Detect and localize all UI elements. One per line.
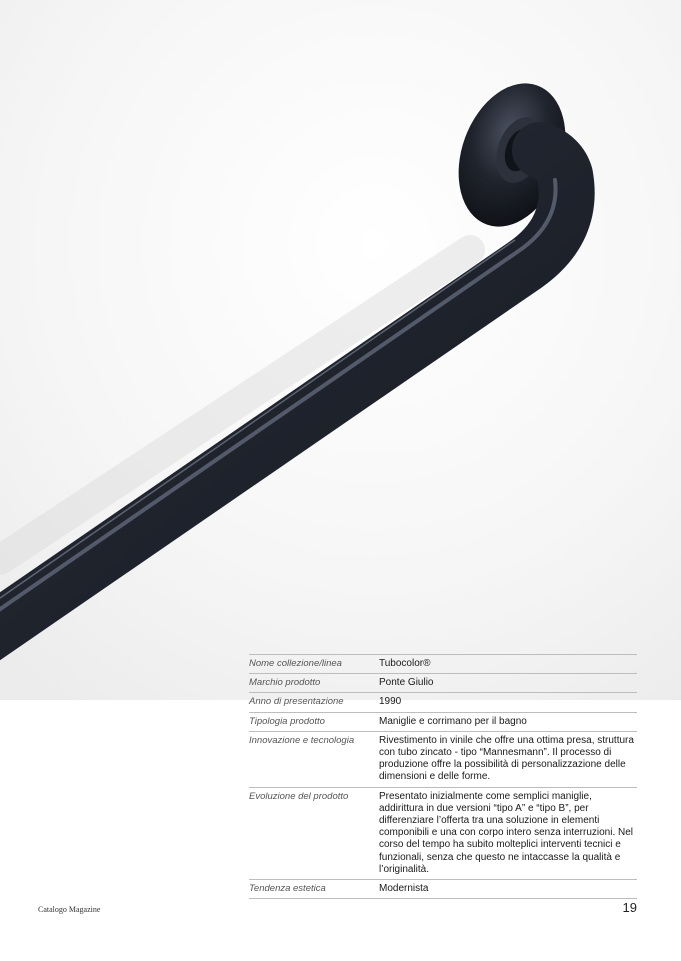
spec-row-collection — [249, 655, 637, 674]
spec-label: Innovazione e tecnologia — [249, 734, 355, 746]
spec-value: Ponte Giulio — [379, 677, 434, 689]
spec-row-evolution — [249, 788, 637, 880]
spec-label: Marchio prodotto — [249, 677, 321, 689]
spec-value: Presentato inizialmente come semplici maniglie, addirittura in due versioni “tipo A” e “tipo B”, per differenziare l’offerta tra una soluzione in elementi componibili e una con corpo intero senza interruzioni. Nel corso del tempo ha subito molteplici interventi tecnici e funzionali, senza che questo ne intaccasse la qualità e l’originalità. — [379, 790, 634, 875]
spec-row-brand — [249, 674, 637, 693]
spec-row-year — [249, 693, 637, 712]
spec-label: Tipologia prodotto — [249, 715, 325, 727]
spec-label: Evoluzione del prodotto — [249, 790, 349, 802]
spec-row-innovation — [249, 732, 637, 788]
spec-label: Tendenza estetica — [249, 883, 326, 895]
publication-name: Catalogo Magazine — [38, 905, 101, 914]
spec-row-type — [249, 713, 637, 732]
spec-table — [249, 654, 637, 899]
spec-label: Anno di presentazione — [249, 696, 344, 708]
spec-value: Modernista — [379, 883, 429, 895]
spec-label: Nome collezione/linea — [249, 658, 342, 669]
spec-row-aesthetic — [249, 880, 637, 899]
spec-value: Rivestimento in vinile che offre una ottima presa, struttura con tubo zincato - tipo “Mannesmann”. Il processo di produzione offre la possibilità di personalizzazione delle dimensioni e delle forme. — [379, 734, 634, 783]
spec-value: Tubocolor® — [379, 658, 431, 669]
page-number: 19 — [622, 900, 637, 915]
spec-value: 1990 — [379, 696, 402, 708]
spec-value: Maniglie e corrimano per il bagno — [379, 715, 527, 727]
